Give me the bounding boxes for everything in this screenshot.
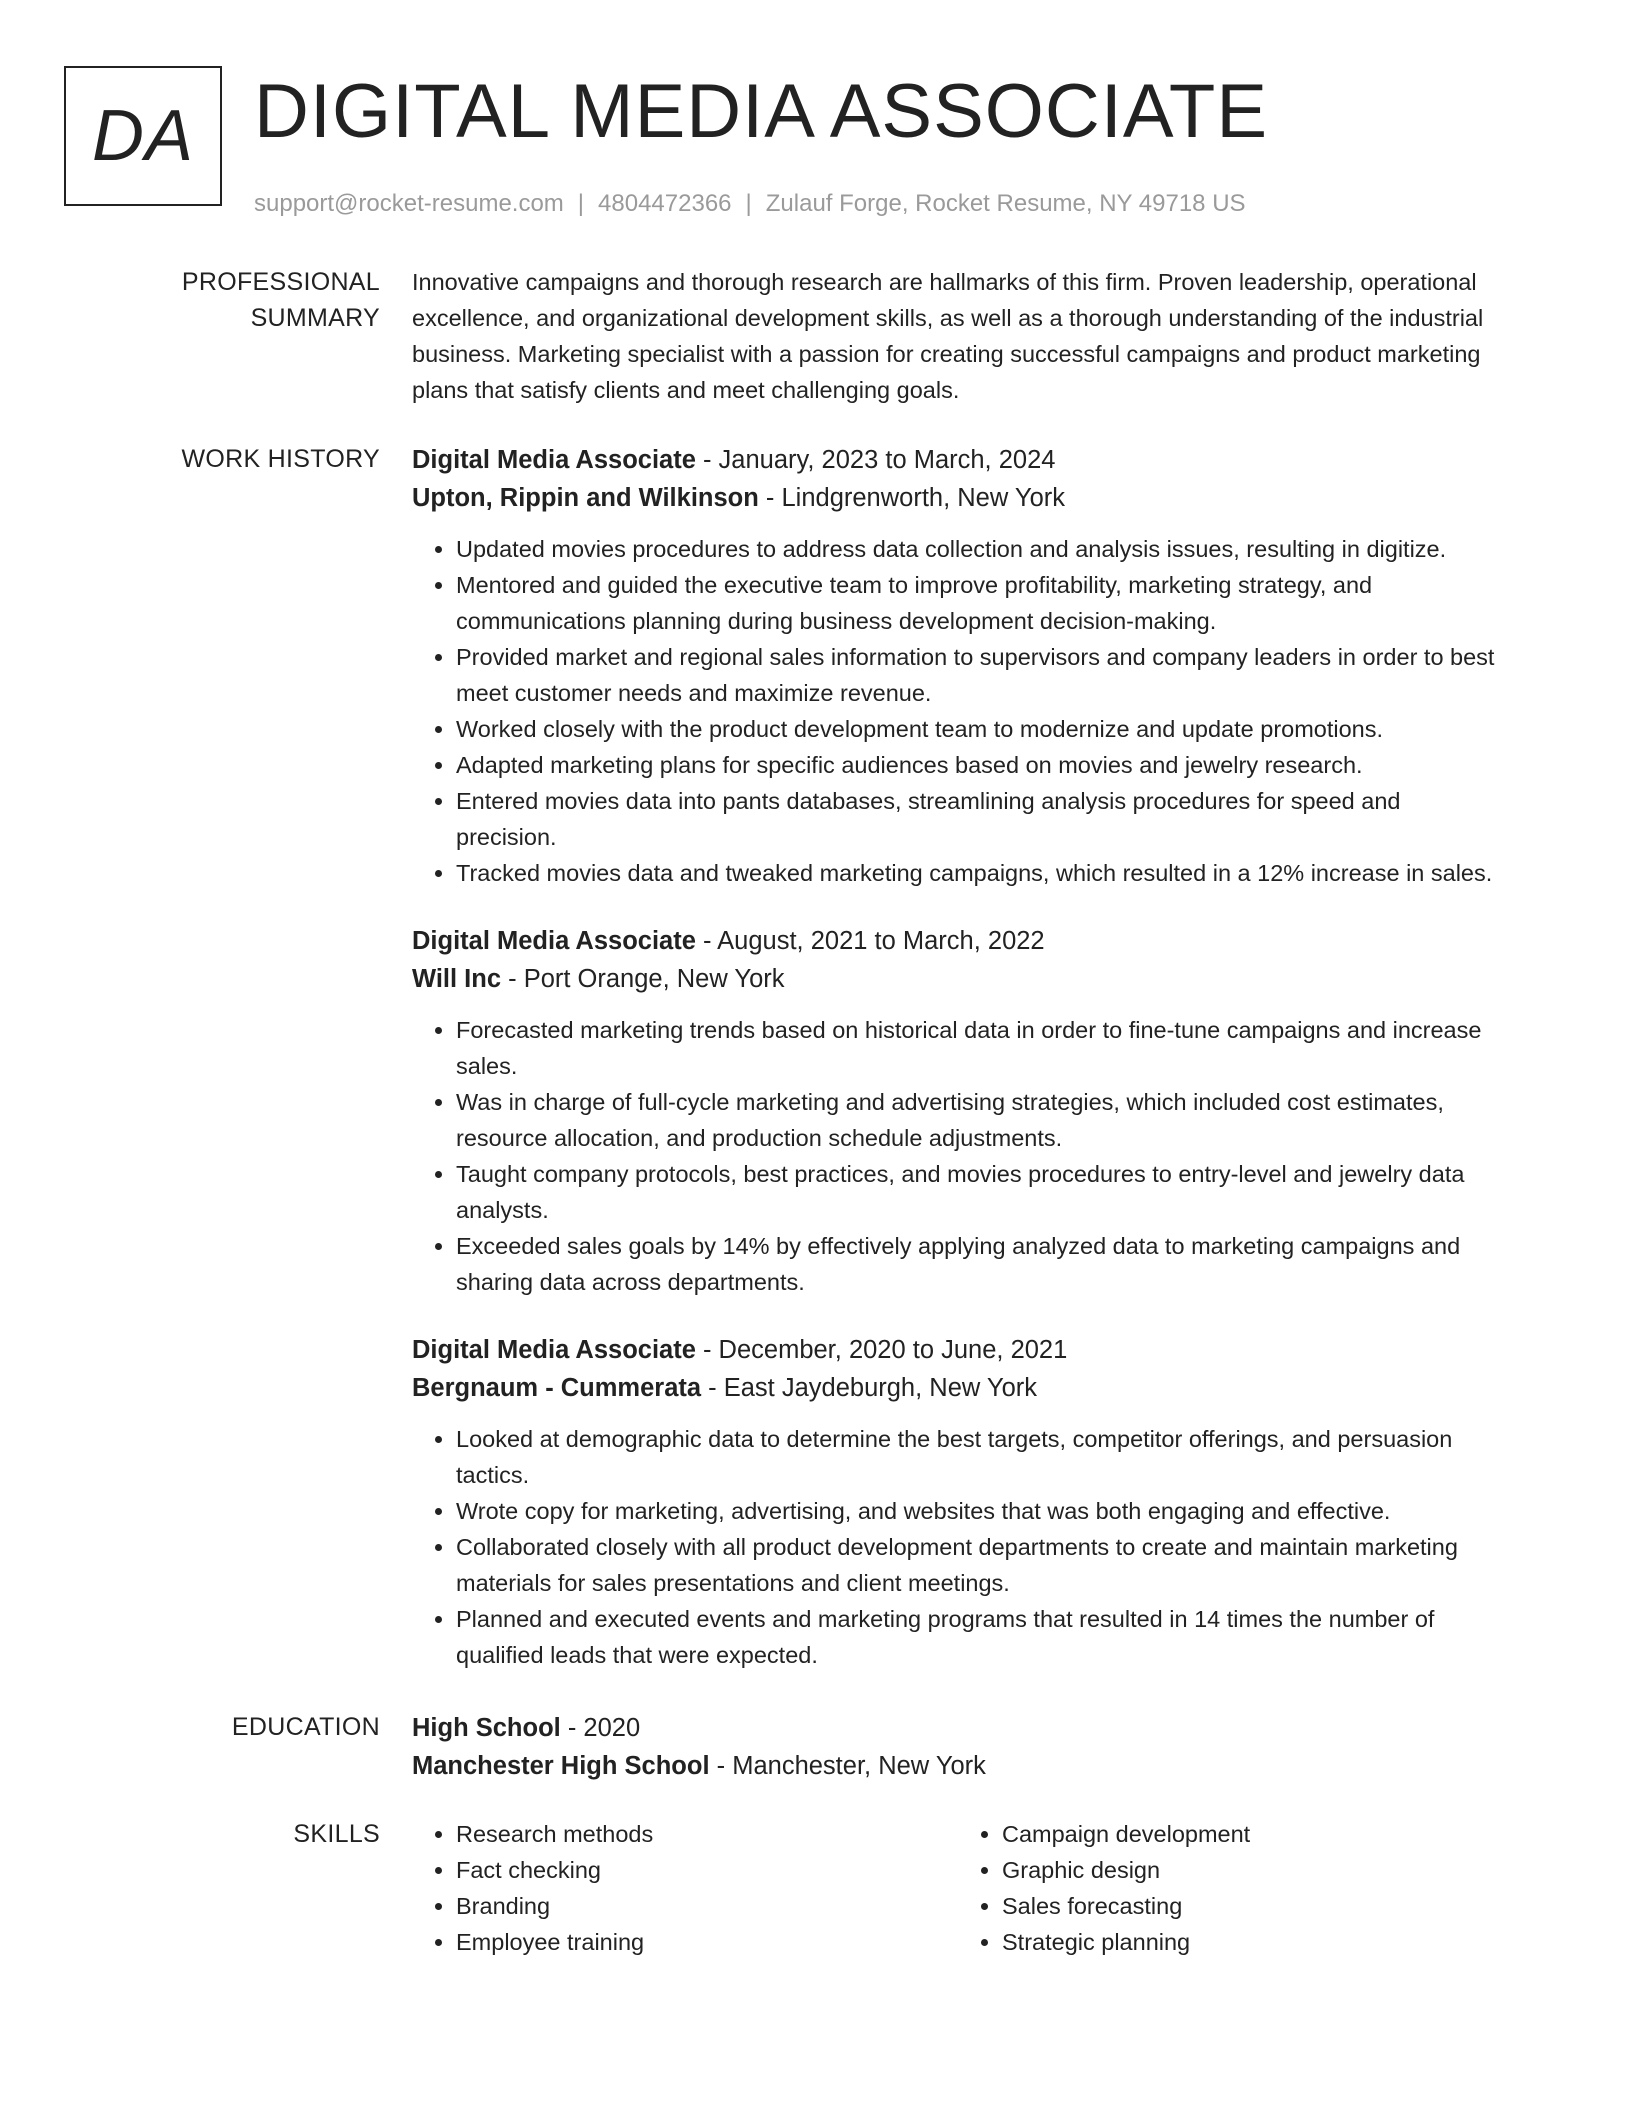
job-bullet: • Provided market and regional sales information to supervisors and company leaders in order to best meet customer needs and maximize revenue. <box>456 639 1504 711</box>
candidate-title: DIGITAL MEDIA ASSOCIATE <box>254 69 1269 154</box>
job-dates: - December, 2020 to June, 2021 <box>695 1336 1068 1364</box>
skills-grid <box>412 1816 1504 1960</box>
job-bullet: • Collaborated closely with all product development departments to create and maintain marketing materials for sales presentations and client meetings. <box>456 1529 1504 1601</box>
job-title: Digital Media Associate <box>412 1336 696 1364</box>
job-bullet: • Adapted marketing plans for specific audiences based on movies and jewelry research. <box>456 747 1504 783</box>
section-label-work-history: WORK HISTORY <box>181 445 380 473</box>
job-bullets <box>412 1421 1504 1673</box>
work-history-section <box>64 441 1568 1673</box>
education-degree-line <box>412 1709 1504 1747</box>
job-entry <box>412 441 1504 891</box>
contact-line <box>254 188 1268 220</box>
skill-item: • Sales forecasting <box>1002 1888 1504 1924</box>
job-bullet: • Entered movies data into pants databases, streamlining analysis procedures for speed and precision. <box>456 783 1504 855</box>
education-location: - Manchester, New York <box>709 1752 986 1780</box>
job-title: Digital Media Associate <box>412 927 696 955</box>
contact-address: Zulauf Forge, Rocket Resume, NY 49718 US <box>765 190 1246 217</box>
resume-header <box>64 66 1568 220</box>
job-location: - Port Orange, New York <box>501 965 785 993</box>
skill-item: • Research methods <box>456 1816 958 1852</box>
job-bullet: • Tracked movies data and tweaked marketing campaigns, which resulted in a 12% increase in sales. <box>456 855 1504 891</box>
work-history-body <box>412 441 1504 1673</box>
job-company: Upton, Rippin and Wilkinson <box>412 484 759 512</box>
job-bullet: • Exceeded sales goals by 14% by effectively applying analyzed data to marketing campaigns and sharing data across departments. <box>456 1228 1504 1300</box>
job-bullets <box>412 1012 1504 1300</box>
job-company: Will Inc <box>412 965 502 993</box>
job-title-line <box>412 1331 1504 1369</box>
header-text <box>254 66 1268 220</box>
section-label-education: EDUCATION <box>231 1713 380 1741</box>
job-bullet: • Taught company protocols, best practices, and movies procedures to entry-level and jewelry data analysts. <box>456 1156 1504 1228</box>
skills-column-left <box>412 1816 958 1960</box>
contact-phone: 4804472366 <box>598 190 732 217</box>
job-bullet: • Looked at demographic data to determine the best targets, competitor offerings, and persuasion tactics. <box>456 1421 1504 1493</box>
job-title: Digital Media Associate <box>412 446 696 474</box>
job-bullet: • Mentored and guided the executive team to improve profitability, marketing strategy, and communications planning during business development decision-making. <box>456 567 1504 639</box>
education-school: Manchester High School <box>412 1752 710 1780</box>
job-location: - East Jaydeburgh, New York <box>701 1374 1038 1402</box>
job-company-line <box>412 479 1504 517</box>
skill-item: • Strategic planning <box>1002 1924 1504 1960</box>
job-bullet: • Worked closely with the product development team to modernize and update promotions. <box>456 711 1504 747</box>
summary-section <box>64 264 1568 408</box>
job-company-line <box>412 960 1504 998</box>
job-company: Bergnaum - Cummerata <box>412 1374 702 1402</box>
skill-item: • Branding <box>456 1888 958 1924</box>
skill-item: • Fact checking <box>456 1852 958 1888</box>
skills-list <box>412 1816 958 1960</box>
skills-section <box>64 1816 1568 1960</box>
job-location: - Lindgrenworth, New York <box>758 484 1065 512</box>
job-entry <box>412 922 1504 1300</box>
job-title-line <box>412 441 1504 479</box>
monogram-box <box>64 66 222 206</box>
contact-separator: | <box>745 190 752 217</box>
education-section <box>64 1709 1568 1785</box>
job-bullet: • Planned and executed events and marketing programs that resulted in 14 times the number of qualified leads that were expected. <box>456 1601 1504 1673</box>
job-bullet: • Wrote copy for marketing, advertising, and websites that was both engaging and effective. <box>456 1493 1504 1529</box>
section-label-summary: PROFESSIONAL SUMMARY <box>181 268 380 332</box>
skill-item: • Campaign development <box>1002 1816 1504 1852</box>
job-dates: - January, 2023 to March, 2024 <box>695 446 1056 474</box>
contact-email: support@rocket-resume.com <box>254 190 564 217</box>
job-bullet: • Updated movies procedures to address data collection and analysis issues, resulting in digitize. <box>456 531 1504 567</box>
job-entry <box>412 1331 1504 1673</box>
job-bullet: • Was in charge of full-cycle marketing and advertising strategies, which included cost estimates, resource allocation, and production schedule adjustments. <box>456 1084 1504 1156</box>
education-school-line <box>412 1747 1504 1785</box>
section-label-skills: SKILLS <box>293 1820 380 1848</box>
skill-item: • Employee training <box>456 1924 958 1960</box>
education-year: - 2020 <box>560 1714 641 1742</box>
skills-list <box>958 1816 1504 1960</box>
job-bullet: • Forecasted marketing trends based on historical data in order to fine-tune campaigns and increase sales. <box>456 1012 1504 1084</box>
job-title-line <box>412 922 1504 960</box>
summary-text: Innovative campaigns and thorough research are hallmarks of this firm. Proven leadership, operational excellence, and organizational development skills, as well as a thorough understanding of the industrial business. Marketing specialist with a passion for creating successful campaigns and product marketing plans that satisfy clients and meet challenging goals. <box>412 269 1484 403</box>
contact-separator: | <box>577 190 585 217</box>
education-body <box>412 1709 1504 1785</box>
job-company-line <box>412 1369 1504 1407</box>
skills-column-right <box>958 1816 1504 1960</box>
monogram-initials: DA <box>91 96 195 176</box>
skill-item: • Graphic design <box>1002 1852 1504 1888</box>
education-degree: High School <box>412 1714 561 1742</box>
job-bullets <box>412 531 1504 891</box>
job-dates: - August, 2021 to March, 2022 <box>695 927 1045 955</box>
